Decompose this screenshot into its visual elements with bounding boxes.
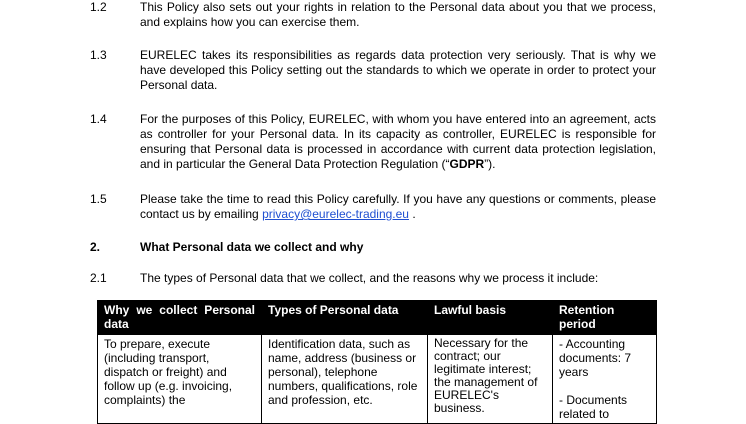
header-lawful-basis: Lawful basis (428, 301, 553, 335)
table-cell: Necessary for the contract; our legitimate interest; the management of EURELEC's business. (428, 335, 553, 424)
table-header-row (98, 301, 657, 335)
header-why-collect: Why we collect Personal data (98, 301, 262, 335)
paragraph-number: 1.4 (90, 112, 107, 126)
table-row (98, 335, 657, 424)
personal-data-table (97, 300, 657, 424)
header-types: Types of Personal data (262, 301, 428, 335)
paragraph-text: EURELEC takes its responsibilities as regards data protection very seriously. That is why we have developed this Policy setting out the standards to which we operate in order to protect your Personal data. (140, 48, 656, 92)
privacy-email-link[interactable]: privacy@eurelec-trading.eu (262, 207, 409, 221)
table-cell: - Accounting documents: 7 years - Documents related to (553, 335, 657, 424)
section-number: 2. (90, 240, 101, 254)
table-cell: Identification data, such as name, address (business or personal), telephone numbers, qualifications, role and profession, etc. (262, 335, 428, 424)
paragraph-text: For the purposes of this Policy, EURELEC, with whom you have entered into an agreement, acts as controller for your Personal data. In its capacity as controller, EURELEC is responsible for ensuring that Personal data is processed in accordance with current data protection legislation, and in particular the General Data Protection Regulation (“GDPR”). (140, 112, 656, 171)
table-cell: To prepare, execute (including transport, dispatch or freight) and follow up (e.g. invoicing, complaints) the (98, 335, 262, 424)
gdpr-term: GDPR (449, 157, 485, 171)
section-title: What Personal data we collect and why (140, 240, 364, 254)
header-retention: Retention period (553, 301, 657, 335)
paragraph-text: Please take the time to read this Policy carefully. If you have any questions or comments, please contact us by emailing privacy@eurelec-trading.eu . (140, 192, 656, 221)
paragraph-text: The types of Personal data that we collect, and the reasons why we process it include: (140, 271, 599, 285)
paragraph-number: 1.3 (90, 48, 107, 62)
paragraph-number: 1.2 (90, 0, 107, 14)
paragraph-text: This Policy also sets out your rights in relation to the Personal data about you that we process, and explains how you can exercise them. (140, 0, 656, 29)
paragraph-number: 1.5 (90, 192, 107, 206)
paragraph-number: 2.1 (90, 271, 107, 285)
